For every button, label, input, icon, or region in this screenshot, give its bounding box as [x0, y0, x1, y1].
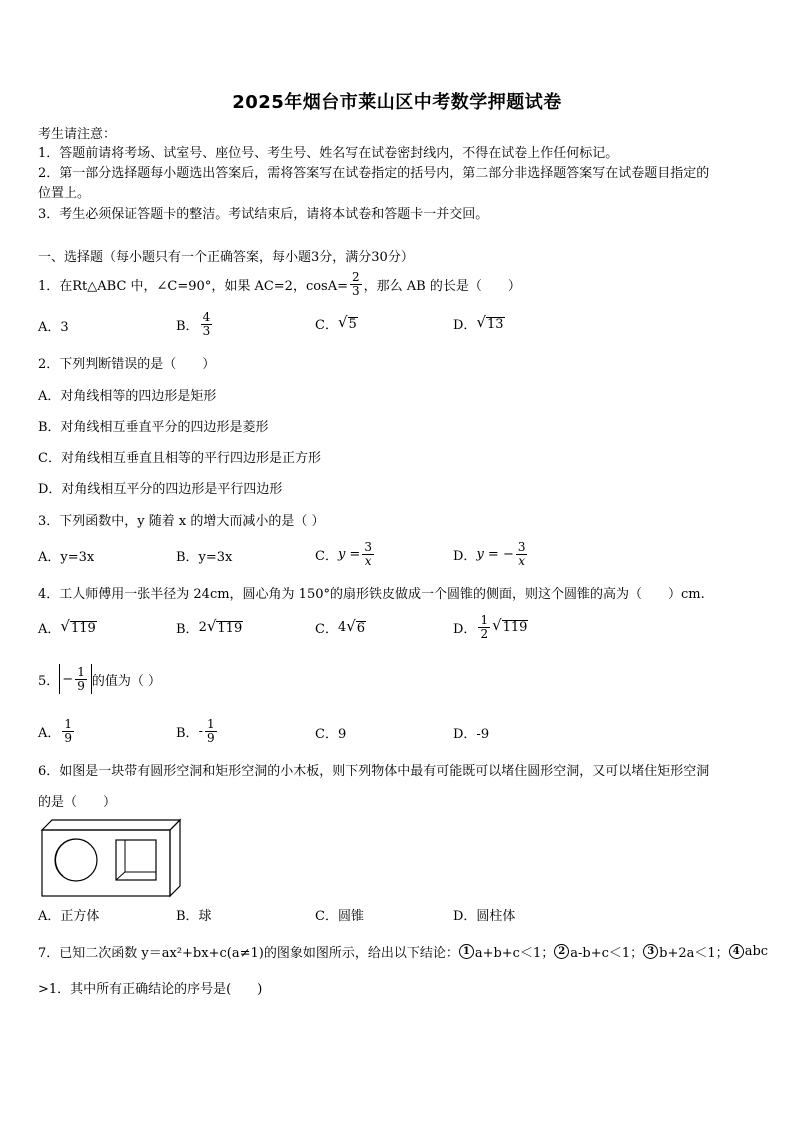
- conclusion-text: b+2a＜1；: [659, 946, 729, 961]
- option-label: C．: [315, 548, 338, 564]
- q1-stem-text: 1．在Rt△ABC 中，∠C=90°，如果 AC=2，cosA=: [38, 278, 349, 294]
- conclusion-text: a+b+c＜1；: [474, 946, 555, 961]
- absolute-value: [59, 664, 92, 694]
- q4-option-d: [453, 608, 528, 646]
- radicand: 5: [348, 316, 357, 332]
- q5-stem-text: 的值为（ ）: [91, 673, 161, 689]
- fraction: [201, 311, 213, 337]
- q1-option-a: A．3: [38, 320, 69, 335]
- q1-option-b: [176, 306, 214, 342]
- option-label: D．: [453, 621, 477, 637]
- question-7-stem: [38, 942, 768, 961]
- question-6-stem: 6．如图是一块带有圆形空洞和矩形空洞的小木板，则下列物体中最有可能既可以堵住圆形空洞，又可以堵住矩形空洞: [38, 764, 710, 779]
- q3-option-d: [453, 536, 529, 572]
- numerator: 1: [206, 716, 215, 731]
- question-3-stem: 3．下列函数中，y 随着 x 的增大而减小的是（ ）: [38, 514, 325, 529]
- option-label: D．: [453, 318, 477, 333]
- section-heading: 一、选择题（每小题只有一个正确答案，每小题3分，满分30分）: [38, 250, 414, 265]
- option-label: C．: [315, 622, 338, 637]
- q1-option-d: [453, 314, 505, 333]
- q6-option-c: C．圆锥: [315, 909, 364, 924]
- numerator: 4: [202, 309, 211, 324]
- q5-option-c: C．9: [315, 727, 347, 742]
- coefficient: 4: [337, 620, 347, 635]
- question-5-stem: [38, 661, 161, 697]
- q4-option-c: [315, 618, 366, 637]
- option-label: A．: [38, 622, 61, 637]
- question-6-stem: 的是（ ）: [38, 795, 117, 810]
- q2-option-b: B．对角线相互垂直平分的四边形是菱形: [38, 420, 269, 435]
- option-label: B．: [176, 318, 199, 334]
- numerator: 2: [352, 269, 360, 284]
- q3-option-b: B．y=3x: [176, 550, 233, 565]
- denominator: 3: [202, 323, 211, 338]
- denominator: 2: [480, 626, 489, 641]
- q1-option-c: [315, 314, 358, 333]
- fraction: [478, 614, 490, 640]
- radicand: 13: [487, 316, 504, 332]
- q5-option-b: [176, 712, 219, 750]
- numerator: 1: [480, 612, 489, 627]
- sign: −: [62, 671, 74, 687]
- fraction: [516, 541, 528, 567]
- option-label: A．: [38, 725, 61, 741]
- denominator: 9: [64, 730, 73, 745]
- numerator: 3: [517, 539, 526, 554]
- square-root: √ 119: [206, 616, 243, 636]
- q5-option-a: [38, 712, 76, 750]
- q7-stem-text: 7．已知二次函数 y＝ax²+bx+c(a≠1)的图象如图所示，给出以下结论：: [38, 946, 459, 961]
- circled-number: 1: [459, 944, 474, 959]
- radicand: 119: [502, 620, 528, 636]
- conclusion-text: abc: [744, 944, 769, 959]
- fraction: [205, 718, 217, 744]
- q6-option-b: B．球: [176, 909, 212, 924]
- radicand: 119: [217, 620, 243, 636]
- conclusion-text: a-b+c＜1；: [570, 946, 644, 961]
- circled-number: 3: [643, 944, 658, 959]
- q2-option-a: A．对角线相等的四边形是矩形: [38, 389, 217, 404]
- square-root: √ 6: [346, 616, 366, 636]
- q6-option-d: D．圆柱体: [453, 909, 516, 924]
- question-1-stem: [38, 266, 521, 302]
- sign: -: [198, 723, 203, 739]
- q5-stem-text: 5．: [38, 673, 60, 689]
- radicand: 6: [356, 620, 366, 636]
- option-label: B．: [176, 725, 199, 741]
- q5-option-d: D．-9: [453, 727, 490, 742]
- coefficient: 2: [198, 620, 207, 635]
- circled-number: 2: [554, 944, 569, 959]
- denominator: 9: [206, 730, 215, 745]
- fraction: [62, 718, 74, 744]
- fraction: [350, 271, 362, 297]
- q4-option-b: [176, 618, 243, 637]
- q2-option-c: C．对角线相互垂直且相等的平行四边形是正方形: [38, 451, 321, 466]
- expression: y =: [337, 546, 361, 562]
- denominator: x: [364, 553, 372, 568]
- question-2-stem: 2．下列判断错误的是（ ）: [38, 357, 216, 372]
- square-root: √ 5: [337, 312, 357, 332]
- notice-item: 位置上。: [38, 186, 91, 201]
- q2-option-d: D．对角线相互平分的四边形是平行四边形: [38, 482, 283, 497]
- q3-option-a: A．y=3x: [38, 550, 95, 565]
- q1-stem-text: ，那么 AB 的长是（ ）: [363, 278, 521, 294]
- denominator: x: [518, 553, 526, 568]
- square-root: √ 119: [60, 616, 96, 636]
- fraction: [75, 666, 87, 692]
- option-label: D．: [453, 548, 477, 564]
- option-label: B．: [176, 622, 199, 637]
- notice-item: 1．答题前请将考场、试室号、座位号、考生号、姓名写在试卷密封线内，不得在试卷上作任何标记。: [38, 146, 619, 161]
- question-4-stem: 4．工人师傅用一张半径为 24cm，圆心角为 150°的扇形铁皮做成一个圆锥的侧面，则这个圆锥的高为（ ）cm.: [38, 587, 705, 602]
- q6-option-a: A．正方体: [38, 909, 100, 924]
- wooden-board-figure: [38, 816, 184, 898]
- numerator: 1: [64, 716, 73, 731]
- numerator: 1: [77, 664, 85, 679]
- square-root: √ 13: [476, 312, 504, 332]
- radicand: 119: [70, 620, 96, 636]
- fraction: [362, 541, 374, 567]
- q4-option-a: [38, 618, 97, 637]
- notice-item: 3．考生必须保证答题卡的整洁。考试结束后，请将本试卷和答题卡一并交回。: [38, 207, 489, 222]
- notice-item: 2．第一部分选择题每小题选出答案后，需将答案写在试卷指定的括号内，第二部分非选择题答案写在试卷题目指定的: [38, 166, 710, 181]
- expression: y = −: [476, 546, 514, 562]
- notice-heading: 考生请注意：: [38, 127, 117, 142]
- q3-option-c: [315, 536, 376, 572]
- denominator: 9: [77, 678, 85, 693]
- denominator: 3: [352, 283, 360, 298]
- circled-number: 4: [729, 944, 744, 959]
- numerator: 3: [364, 539, 372, 554]
- page-title: 2025年烟台市莱山区中考数学押题试卷: [232, 92, 562, 113]
- square-root: √ 119: [492, 616, 528, 636]
- option-label: C．: [315, 318, 338, 333]
- question-7-stem: >1．其中所有正确结论的序号是( ): [38, 982, 263, 997]
